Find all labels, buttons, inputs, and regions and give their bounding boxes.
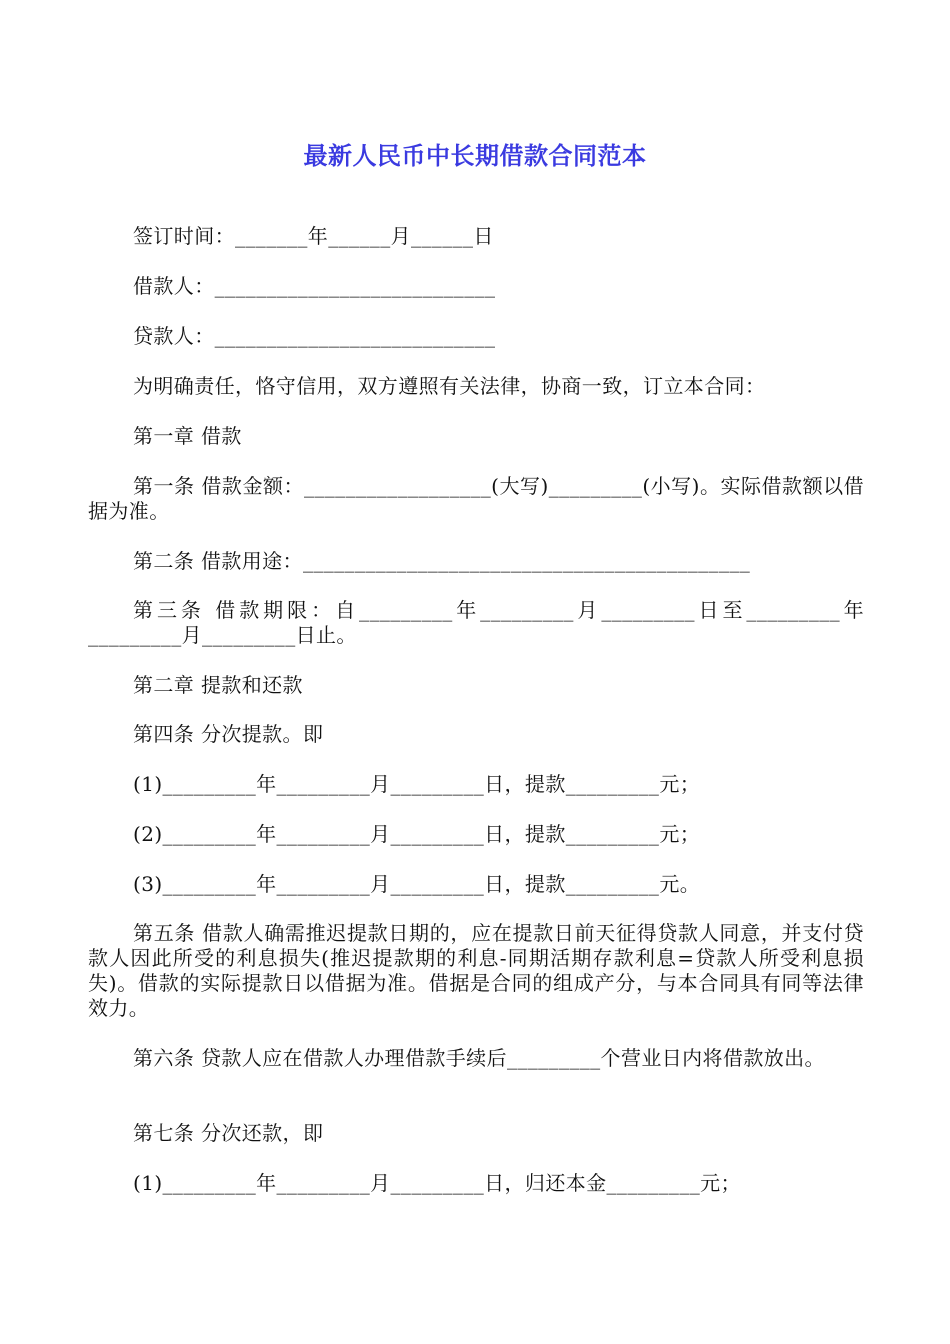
article-3: 第三条 借款期限：自_________年_________月_________日至_________年_________月_________日止。 [88,598,864,647]
chapter-1-heading: 第一章 借款 [133,424,242,448]
chapter-2-heading: 第二章 提款和还款 [133,673,303,697]
lender-line: 贷款人：___________________________ [133,324,496,348]
article-7: 第七条 分次还款，即 [133,1121,324,1145]
borrower-line: 借款人：___________________________ [133,274,496,298]
withdrawal-item-3: (3)_________年_________月_________日，提款_________元。 [133,872,701,896]
article-4: 第四条 分次提款。即 [133,722,324,746]
article-1: 第一条 借款金额：__________________(大写)_________(小写)。实际借款额以借据为准。 [88,474,864,523]
document-title: 最新人民币中长期借款合同范本 [303,142,647,170]
withdrawal-item-2: (2)_________年_________月_________日，提款_________元； [133,822,701,846]
preamble: 为明确责任，恪守信用，双方遵照有关法律，协商一致，订立本合同： [133,374,766,398]
article-5: 第五条 借款人确需推迟提款日期的，应在提款日前天征得贷款人同意，并支付贷款人因此所受的利息损失(推迟提款期的利息-同期活期存款利息=贷款人所受利息损失)。借款的实际提款日以借据为准。借据是合同的组成产分，与本合同具有同等法律效力。 [88,921,864,1020]
article-6: 第六条 贷款人应在借款人办理借款手续后_________个营业日内将借款放出。 [133,1046,825,1070]
article-2: 第二条 借款用途：___________________________________________ [133,549,751,573]
repayment-item-1: (1)_________年_________月_________日，归还本金_________元； [133,1171,741,1195]
signing-date-line: 签订时间：_______年______月______日 [133,224,494,248]
withdrawal-item-1: (1)_________年_________月_________日，提款_________元； [133,772,701,796]
